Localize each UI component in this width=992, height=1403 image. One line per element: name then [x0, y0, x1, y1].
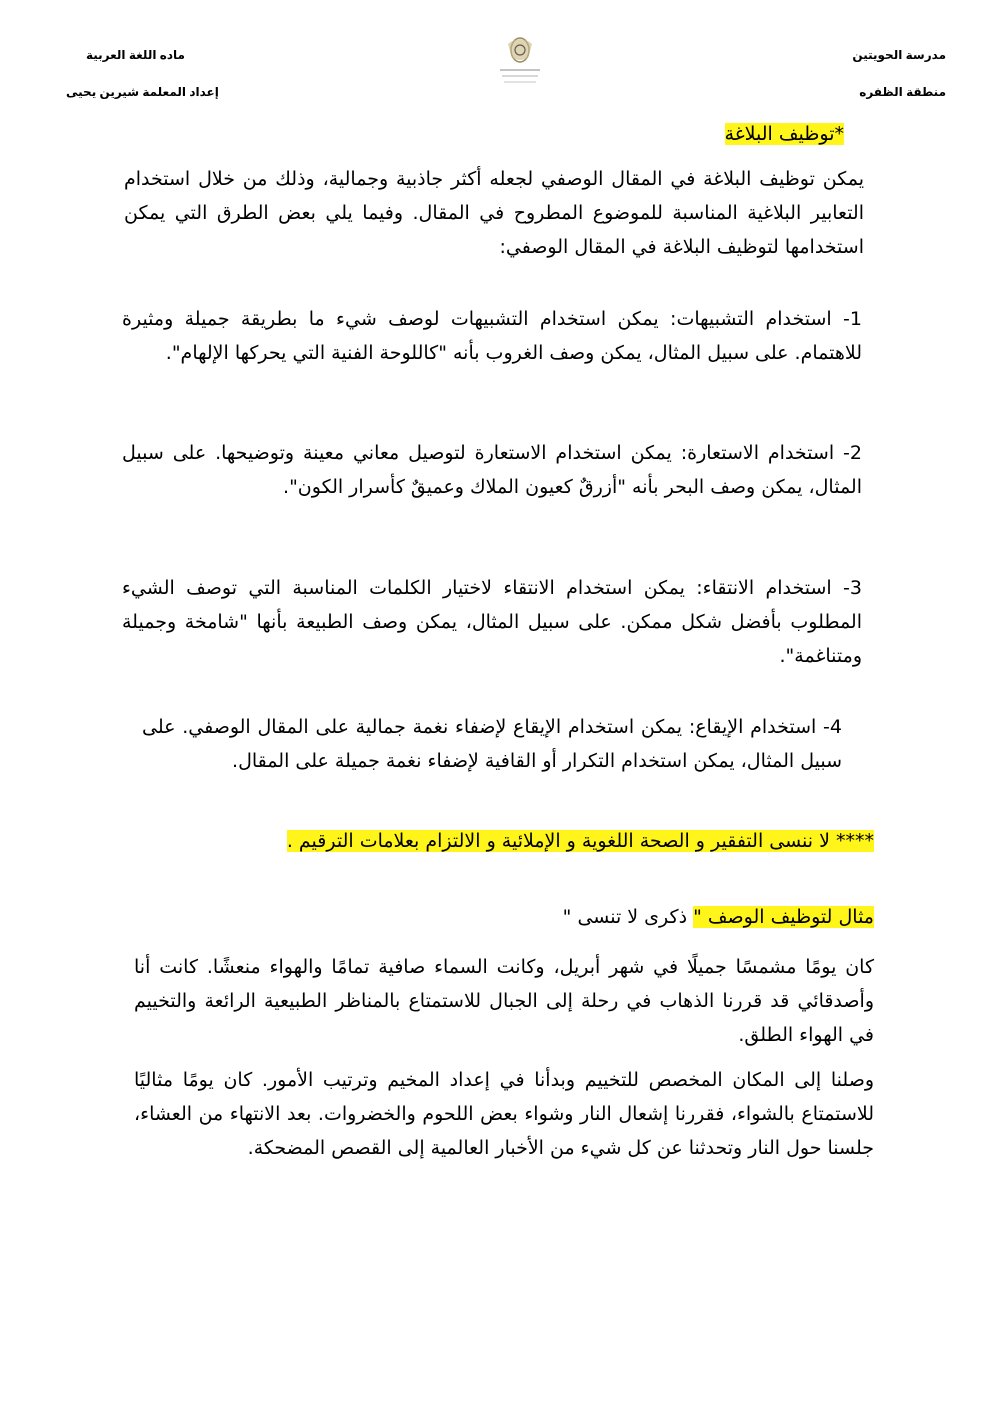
- school-name: مدرسة الحويتين: [852, 48, 946, 62]
- example-paragraph-1: كان يومًا مشمسًا جميلًا في شهر أبريل، وكانت السماء صافية تمامًا والهواء منعشًا. كانت أنا وأصدقائي قد قررنا الذهاب في رحلة إلى الجبال للاستمتاع بالمناظر الطبيعية الرائعة والتخييم في الهواء الطلق.: [134, 956, 874, 1046]
- section-title-text: *توظيف البلاغة: [724, 123, 844, 145]
- point-4: 4- استخدام الإيقاع: يمكن استخدام الإيقاع لإضفاء نغمة جمالية على المقال الوصفي. على سبيل المثال، يمكن استخدام التكرار أو القافية لإضفاء نغمة جميلة على المقال.: [142, 716, 842, 772]
- region-name: منطقة الظفره: [859, 85, 946, 99]
- point-3: 3- استخدام الانتقاء: يمكن استخدام الانتقاء لاختيار الكلمات المناسبة التي توصف الشيء المطلوب بأفضل شكل ممكن. على سبيل المثال، يمكن وصف الطبيعة بأنها "شامخة وجميلة ومتناغمة".: [122, 577, 862, 667]
- teacher-name: إعداد المعلمة شيرين يحيى: [66, 85, 219, 99]
- point-2: 2- استخدام الاستعارة: يمكن استخدام الاستعارة لتوصيل معاني معينة وتوضيحها. على سبيل المثال، يمكن وصف البحر بأنه "أزرقٌ كعيون الملاك وعميقٌ كأسرار الكون".: [122, 442, 862, 498]
- section-title: [725, 119, 844, 149]
- reminder-note: [287, 826, 874, 856]
- example-title-rest: ذكرى لا تنسى ": [562, 906, 694, 928]
- subject-name: ماده اللغة العربية: [86, 48, 185, 62]
- point-1: 1- استخدام التشبيهات: يمكن استخدام التشبيهات لوصف شيء ما بطريقة جميلة ومثيرة للاهتمام. على سبيل المثال، يمكن وصف الغروب بأنه "كاللوحة الفنية التي يحركها الإلهام".: [122, 308, 862, 364]
- example-title: [563, 902, 874, 932]
- reminder-text: **** لا ننسى التفقير و الصحة اللغوية و الإملائية و الالتزام بعلامات الترقيم .: [286, 830, 874, 852]
- intro-paragraph: يمكن توظيف البلاغة في المقال الوصفي لجعله أكثر جاذبية وجمالية، وذلك من خلال استخدام التعابير البلاغية المناسبة للموضوع المطروح في المقال. وفيما يلي بعض الطرق التي يمكن استخدامها لتوظيف البلاغة في المقال الوصفي:: [124, 168, 864, 258]
- example-title-highlight: مثال لتوظيف الوصف ": [693, 906, 874, 928]
- example-paragraph-2: وصلنا إلى المكان المخصص للتخييم وبدأنا في إعداد المخيم وترتيب الأمور. كان يومًا مثاليًا للاستمتاع بالشواء، فقررنا إشعال النار وشواء بعض اللحوم والخضروات. بعد الانتهاء من العشاء، جلسنا حول النار وتحدثنا عن كل شيء من الأخبار العالمية إلى القصص المضحكة.: [134, 1069, 874, 1159]
- uae-ministry-emblem-icon: [490, 32, 550, 90]
